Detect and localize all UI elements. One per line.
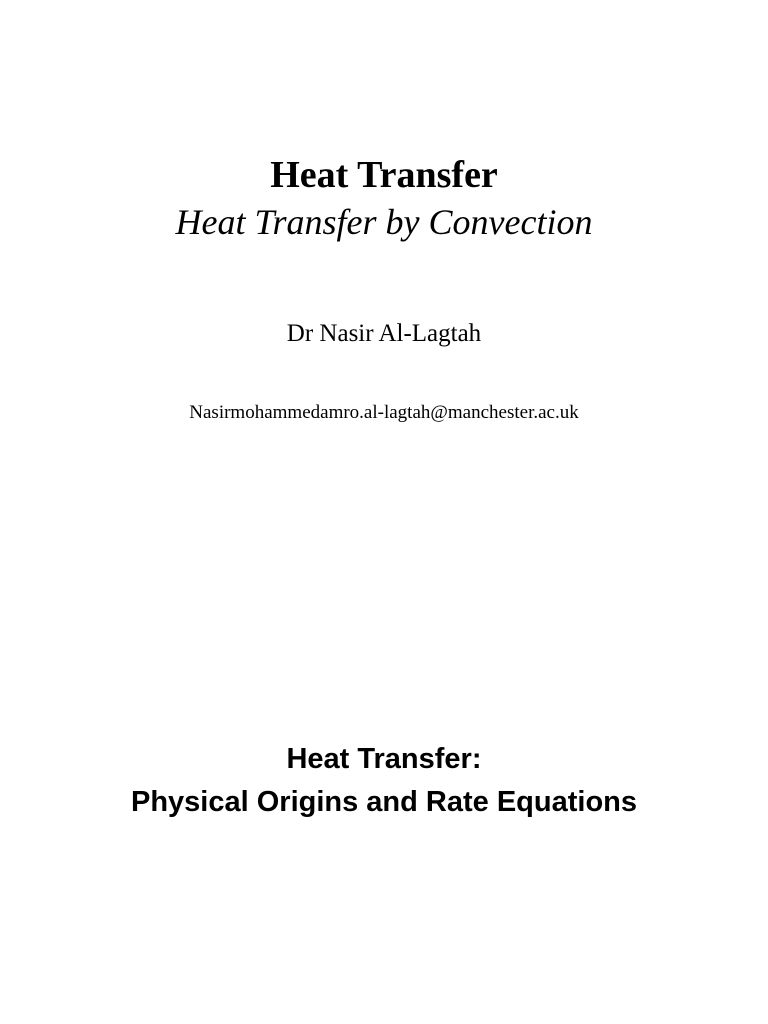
- author-email: Nasirmohammedamro.al-lagtah@manchester.ac.uk: [189, 402, 579, 423]
- document-subtitle: Heat Transfer by Convection: [175, 202, 593, 242]
- author-name: Dr Nasir Al-Lagtah: [286, 320, 482, 347]
- document-title: Heat Transfer: [270, 154, 498, 196]
- section-heading-line-2: Physical Origins and Rate Equations: [130, 786, 637, 818]
- section-heading-line-1: Heat Transfer:: [286, 743, 482, 775]
